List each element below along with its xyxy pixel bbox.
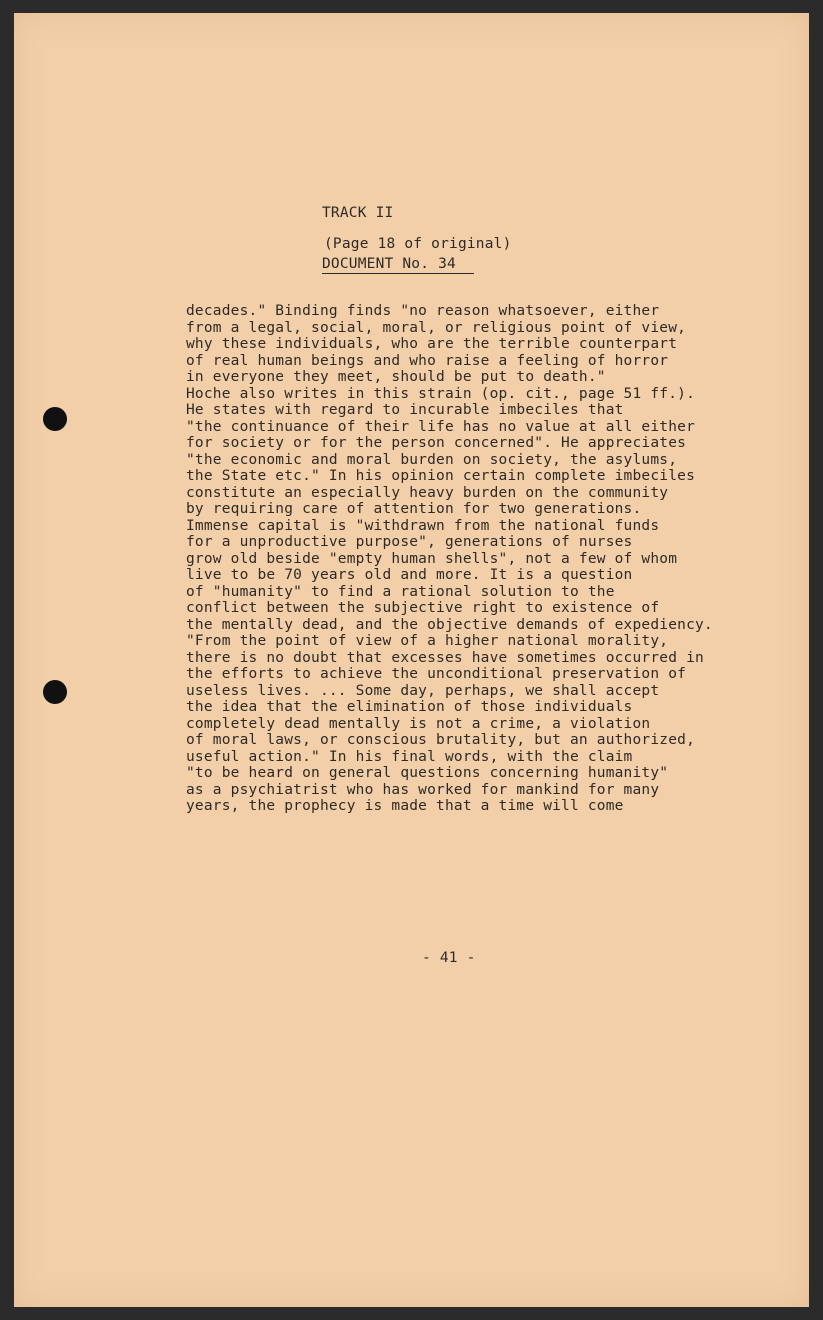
body-line: the State etc." In his opinion certain complete imbeciles <box>186 468 695 484</box>
body-line: from a legal, social, moral, or religious point of view, <box>186 319 687 336</box>
body-line: of moral laws, or conscious brutality, but an authorized, <box>186 732 695 748</box>
body-line: of real human beings and who raise a feeling of horror <box>186 352 669 369</box>
body-line: "From the point of view of a higher national morality, <box>186 633 669 649</box>
body-line: for a unproductive purpose", generations of nurses <box>186 534 633 550</box>
document-page <box>14 13 809 1307</box>
body-line: "to be heard on general questions concerning humanity" <box>186 765 669 781</box>
body-line: useful action." In his final words, with the claim <box>186 748 633 765</box>
body-line: live to be 70 years old and more. It is a question <box>186 567 633 583</box>
body-line: as a psychiatrist who has worked for mankind for many <box>186 781 660 798</box>
body-line: constitute an especially heavy burden on the community <box>186 484 669 501</box>
body-line: He states with regard to incurable imbeciles that <box>186 402 624 418</box>
body-line: completely dead mentally is not a crime, a violation <box>186 715 651 732</box>
body-line: Immense capital is "withdrawn from the national funds <box>186 517 660 534</box>
page-number: - 41 - <box>422 950 476 966</box>
body-line: grow old beside "empty human shells", not a few of whom <box>186 550 678 567</box>
body-line: Hoche also writes in this strain (op. cit., page 51 ff.). <box>186 385 695 402</box>
body-line: decades." Binding finds "no reason whatsoever, either <box>186 303 660 319</box>
body-text <box>186 303 713 815</box>
body-line: by requiring care of attention for two generations. <box>186 501 642 517</box>
body-line: there is no doubt that excesses have sometimes occurred in <box>186 649 704 666</box>
original-page-reference: (Page 18 of original) <box>324 236 512 252</box>
body-line: the efforts to achieve the unconditional preservation of <box>186 666 687 682</box>
body-line: the mentally dead, and the objective demands of expediency. <box>186 616 713 633</box>
body-line: "the economic and moral burden on society, the asylums, <box>186 451 678 468</box>
body-line: why these individuals, who are the terrible counterpart <box>186 336 678 352</box>
body-line: useless lives. ... Some day, perhaps, we shall accept <box>186 682 660 699</box>
body-line: conflict between the subjective right to existence of <box>186 600 660 616</box>
body-line: of "humanity" to find a rational solution to the <box>186 583 615 600</box>
body-line: "the continuance of their life has no value at all either <box>186 418 695 435</box>
body-line: for society or for the person concerned". He appreciates <box>186 435 687 451</box>
document-number: DOCUMENT No. 34 <box>322 256 474 274</box>
body-line: in everyone they meet, should be put to death." <box>186 369 606 385</box>
body-line: years, the prophecy is made that a time will come <box>186 798 624 814</box>
body-line: the idea that the elimination of those individuals <box>186 699 633 715</box>
punch-hole-bottom <box>43 680 67 704</box>
punch-hole-top <box>43 407 67 431</box>
track-label: TRACK II <box>322 205 394 221</box>
